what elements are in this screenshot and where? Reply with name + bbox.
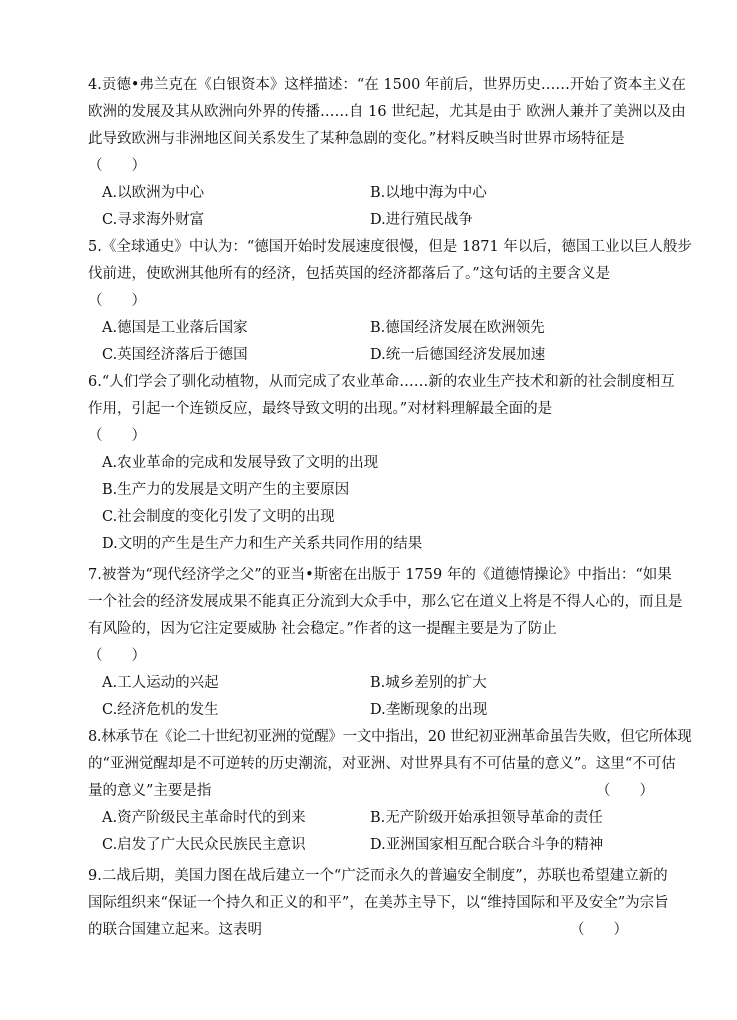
question-stem-line: 6.“人们学会了驯化动植物，从而完成了农业革命……新的农业生产技术和新的社会制度相互 <box>88 374 675 390</box>
option-c[interactable]: C.寻求海外财富 <box>102 212 205 228</box>
option-c[interactable]: C.社会制度的变化引发了文明的出现 <box>102 509 335 525</box>
option-c[interactable]: C.英国经济落后于德国 <box>102 347 248 363</box>
option-a[interactable]: A.工人运动的兴起 <box>102 675 219 691</box>
question-stem-line: 9.二战后期，美国力图在战后建立一个“广泛而永久的普遍安全制度”，苏联也希望建立新的 <box>88 868 668 884</box>
answer-parenthesis: （ ） <box>570 922 628 938</box>
question-stem-line: 伐前进，使欧洲其他所有的经济，包括英国的经济都落后了。”这句话的主要含义是 <box>88 266 611 282</box>
answer-parenthesis: （ ） <box>88 158 146 174</box>
question-stem-line <box>88 778 668 805</box>
option-c[interactable]: C.经济危机的发生 <box>102 702 219 718</box>
question-stem-line: 作用，引起一个连锁反应，最终导致文明的出现。”对材料理解最全面的是 <box>88 401 553 417</box>
question-7 <box>88 562 683 724</box>
question-stem-text: 量的意义”主要是指 <box>88 783 212 799</box>
option-row <box>88 207 668 234</box>
question-stem-line: 7.被誉为“现代经济学之父”的亚当•斯密在出版于 1759 年的《道德情操论》中指出：“如果 <box>88 567 672 583</box>
option-a[interactable]: A.以欧洲为中心 <box>102 185 205 201</box>
option-d[interactable]: D.文明的产生是生产力和生产关系共同作用的结果 <box>102 536 423 552</box>
question-stem-line: 有风险的，因为它注定要威胁 社会稳定。”作者的这一提醒主要是为了防止 <box>88 621 557 637</box>
option-row <box>88 832 668 859</box>
option-a[interactable]: A.德国是工业落后国家 <box>102 320 248 336</box>
option-row <box>88 805 668 832</box>
option-row <box>88 697 668 724</box>
option-b[interactable]: B.以地中海为中心 <box>370 185 487 201</box>
answer-parenthesis: （ ） <box>596 783 654 799</box>
option-a[interactable]: A.资产阶级民主革命时代的到来 <box>102 810 306 826</box>
question-stem-line: 4.贡德•弗兰克在《白银资本》这样描述：“在 1500 年前后，世界历史……开始了资本主义在 <box>88 77 686 93</box>
option-b[interactable]: B.德国经济发展在欧洲领先 <box>370 320 545 336</box>
option-d[interactable]: D.统一后德国经济发展加速 <box>370 347 546 363</box>
question-stem-line: 5.《全球通史》中认为：“德国开始时发展速度很慢，但是 1871 年以后，德国工业以巨人般步 <box>88 239 692 255</box>
option-row <box>88 342 668 369</box>
question-9 <box>88 863 668 944</box>
option-d[interactable]: D.亚洲国家相互配合联合斗争的精神 <box>370 837 604 853</box>
option-d[interactable]: D.进行殖民战争 <box>370 212 473 228</box>
option-row <box>88 315 668 342</box>
question-stem-line: 此导致欧洲与非洲地区间关系发生了某种急剧的变化。”材料反映当时世界市场特征是 <box>88 131 625 147</box>
question-4 <box>88 72 686 234</box>
option-row <box>88 670 668 697</box>
option-b[interactable]: B.生产力的发展是文明产生的主要原因 <box>102 482 350 498</box>
question-5 <box>88 234 692 369</box>
question-8 <box>88 724 692 859</box>
question-stem-line: 国际组织来“保证一个持久和正义的和平”，在美苏主导下，以“维持国际和平及安全”为宗旨 <box>88 895 669 911</box>
option-row <box>88 180 668 207</box>
question-stem-line: 欧洲的发展及其从欧洲向外界的传播……自 16 世纪起，尤其是由于 欧洲人兼并了美洲以及由 <box>88 104 686 120</box>
option-d[interactable]: D.垄断现象的出现 <box>370 702 488 718</box>
question-stem-line: 的“亚洲觉醒却是不可逆转的历史潮流，对亚洲、对世界具有不可估量的意义”。这里“不可估 <box>88 756 676 772</box>
question-6 <box>88 369 675 558</box>
answer-parenthesis: （ ） <box>88 648 146 664</box>
option-b[interactable]: B.城乡差别的扩大 <box>370 675 487 691</box>
answer-parenthesis: （ ） <box>88 293 146 309</box>
option-c[interactable]: C.启发了广大民众民族民主意识 <box>102 837 306 853</box>
answer-parenthesis: （ ） <box>88 428 146 444</box>
question-stem-line: 8.林承节在《论二十世纪初亚洲的觉醒》一文中指出，20 世纪初亚洲革命虽告失败，但它所体现 <box>88 729 692 745</box>
question-stem-text: 的联合国建立起来。这表明 <box>88 922 262 938</box>
question-stem-line <box>88 917 668 944</box>
option-a[interactable]: A.农业革命的完成和发展导致了文明的出现 <box>102 455 379 471</box>
question-stem-line: 一个社会的经济发展成果不能真正分流到大众手中，那么它在道义上将是不得人心的，而且是 <box>88 594 683 610</box>
option-b[interactable]: B.无产阶级开始承担领导革命的责任 <box>370 810 603 826</box>
